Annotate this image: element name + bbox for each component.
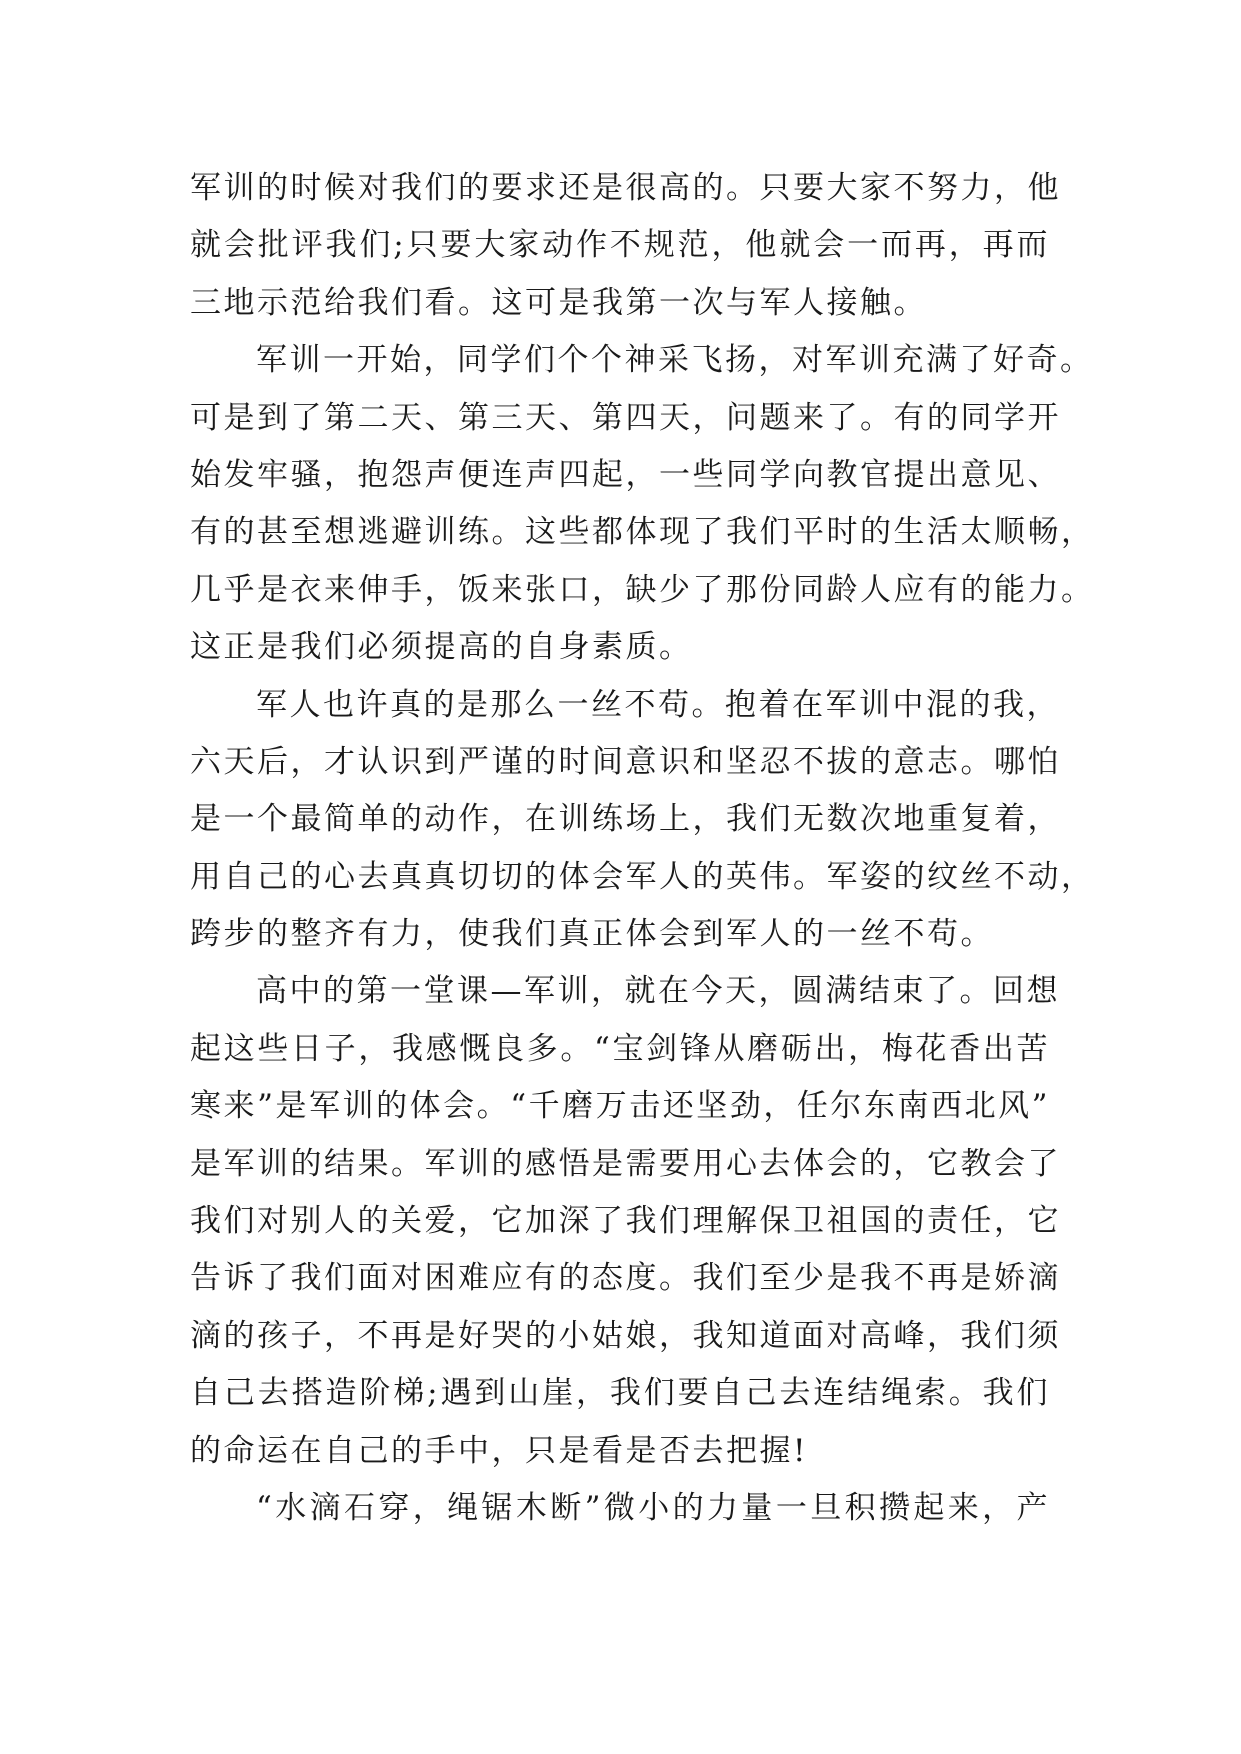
text-line: 跨步的整齐有力，使我们真正体会到军人的一丝不苟。 [190, 916, 994, 953]
text-line: 的命运在自己的手中，只是看是否去把握! [190, 1432, 808, 1469]
text-line: 军训一开始，同学们个个神采飞扬，对军训充满了好奇。 [256, 342, 1094, 379]
text-line: “水滴石穿，绳锯木断”微小的力量一旦积攒起来，产 [256, 1489, 1050, 1526]
text-line: 寒来”是军训的体会。“千磨万击还坚劲，任尔东南西北风” [190, 1088, 1050, 1125]
text-line: 我们对别人的关爱，它加深了我们理解保卫祖国的责任，它 [190, 1203, 1061, 1240]
text-line: 六天后，才认识到严谨的时间意识和坚忍不拔的意志。哪怕 [190, 743, 1061, 780]
text-line: 用自己的心去真真切切的体会军人的英伟。军姿的纹丝不动， [190, 858, 1095, 895]
text-line: 起这些日子，我感慨良多。“宝剑锋从磨砺出，梅花香出苦 [190, 1030, 1050, 1067]
text-line: 三地示范给我们看。这可是我第一次与军人接触。 [190, 284, 927, 321]
text-line: 几乎是衣来伸手，饭来张口，缺少了那份同龄人应有的能力。 [190, 571, 1095, 608]
document-body [190, 160, 1095, 1537]
text-line: 滴的孩子，不再是好哭的小姑娘，我知道面对高峰，我们须 [190, 1317, 1061, 1354]
text-line: 始发牢骚，抱怨声便连声四起，一些同学向教官提出意见、 [190, 456, 1061, 493]
text-line: 自己去搭造阶梯;遇到山崖，我们要自己去连结绳索。我们 [190, 1375, 1050, 1412]
text-line: 军训的时候对我们的要求还是很高的。只要大家不努力，他 [190, 170, 1061, 206]
text-line: 是一个最简单的动作，在训练场上，我们无数次地重复着， [190, 801, 1061, 838]
text-line: 可是到了第二天、第三天、第四天，问题来了。有的同学开 [190, 399, 1061, 436]
text-line: 军人也许真的是那么一丝不苟。抱着在军训中混的我， [256, 686, 1060, 723]
text-line: 有的甚至想逃避训练。这些都体现了我们平时的生活太顺畅， [190, 514, 1095, 551]
text-line: 这正是我们必须提高的自身素质。 [190, 629, 693, 666]
text-line: 是军训的结果。军训的感悟是需要用心去体会的，它教会了 [190, 1145, 1061, 1182]
text-line: 高中的第一堂课—军训，就在今天，圆满结束了。回想 [256, 973, 1060, 1010]
text-line: 就会批评我们;只要大家动作不规范，他就会一而再，再而 [190, 227, 1050, 264]
text-line: 告诉了我们面对困难应有的态度。我们至少是我不再是娇滴 [190, 1260, 1061, 1297]
